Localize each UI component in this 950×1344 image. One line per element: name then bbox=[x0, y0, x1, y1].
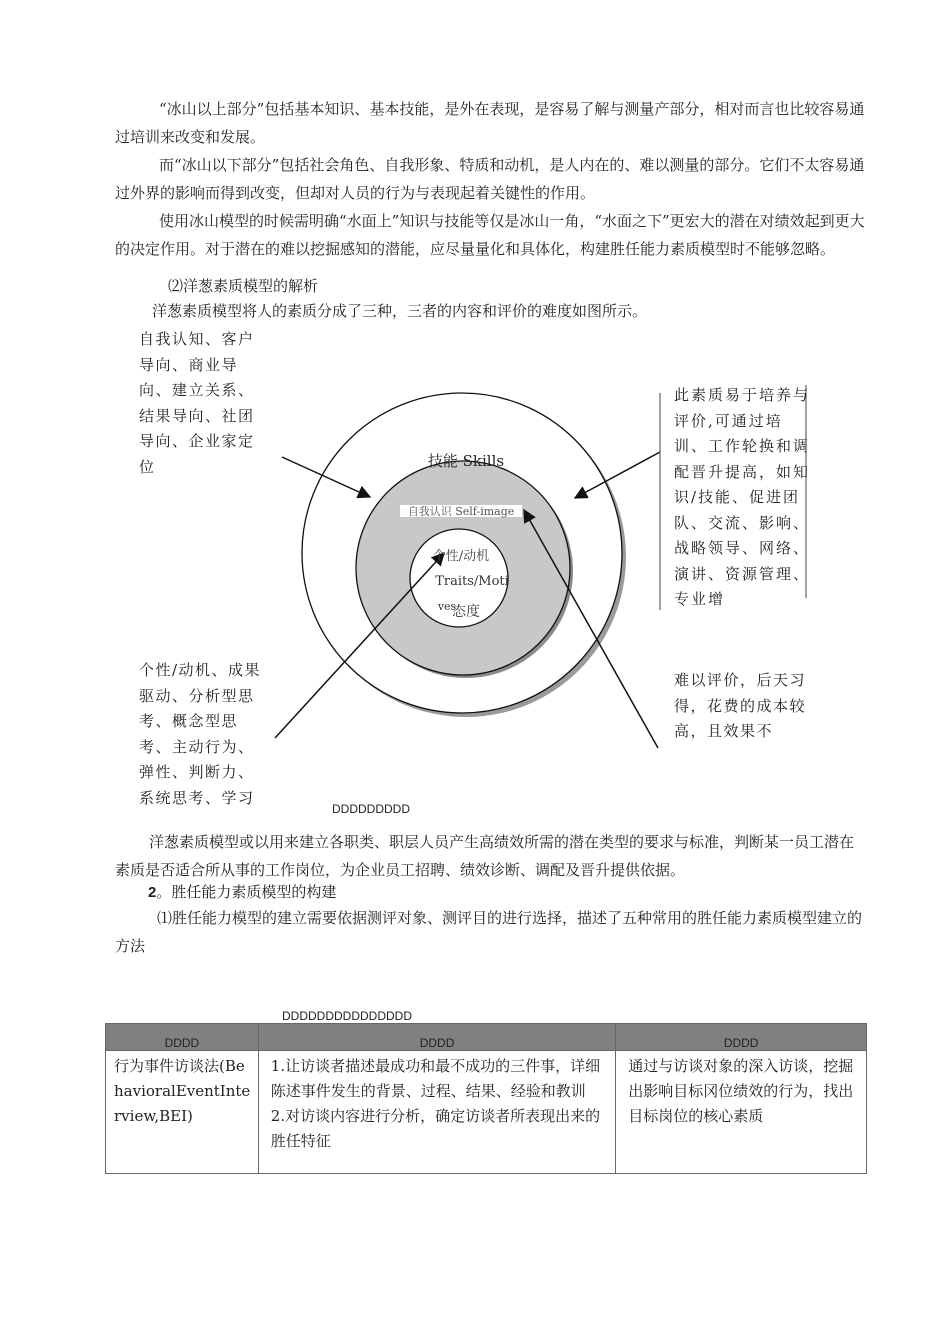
figure-caption: DDDDDDDDD bbox=[332, 802, 410, 816]
right-top-textbox: 此素质易于培养与评价,可通过培训、工作轮换和调配晋升提高，如知识/技能、促进团队、交流、影响、战略领导、网络、演讲、资源管理、专业增 bbox=[674, 386, 811, 608]
paragraph-iceberg-below: 而“冰山以下部分”包括社会角色、自我形象、特质和动机，是人内在的、难以测量的部分。它们不太容易通过外界的影响而得到改变，但却对人员的行为与表现起着关键性的作用。 bbox=[115, 156, 865, 202]
heading-section-2-text: 。胜任能力素质模型的构建 bbox=[156, 883, 337, 901]
inner-label-2: Traits/Moti bbox=[435, 574, 509, 589]
method-step-2: 2.对访谈内容进行分析，确定访谈者所表现出来的胜任特征 bbox=[270, 1107, 601, 1150]
method-name-cell bbox=[106, 1051, 259, 1174]
left-bottom-textbox: 个性/动机、成果驱动、分析型思考、概念型思考、主动行为、弹性、判断力、系统思考、学习 bbox=[139, 661, 262, 807]
method-effect-cell: 通过与访谈对象的深入访谈，挖掘出影响目标冈位绩效的行为，找出目标岗位的核心素质 bbox=[616, 1051, 867, 1174]
paragraph-iceberg-above: “冰山以上部分”包括基本知识、基本技能，是外在表现，是容易了解与测量产部分，相对而言也比较容易通过培训来改变和发展。 bbox=[115, 100, 865, 146]
table-caption: DDDDDDDDDDDDDDD bbox=[282, 1009, 412, 1023]
paragraph-onion-usage: 洋葱素质模型或以用来建立各职类、职层人员产生高绩效所需的潜在类型的要求与标准，判断某一员工潜在素质是否适合所从事的工作岗位，为企业员工招聘、绩效诊断、调配及晋升提供依据。 bbox=[115, 833, 855, 879]
left-top-textbox: 自我认知、客户导向、商业导向、建立关系、结果导向、社团导向、企业家定位 bbox=[139, 330, 255, 476]
table-row bbox=[106, 1051, 867, 1174]
inner-label-1: 个性/动机 bbox=[432, 549, 490, 564]
heading-section-2 bbox=[148, 878, 898, 907]
paragraph-iceberg-usage: 使用冰山模型的时候需明确“水面上”知识与技能等仅是冰山一角，“水面之下”更宏大的潜在对绩效起到更大的决定作用。对于潜在的难以挖掘感知的潜能，应尽量量化和具体化，构建胜任能力素质模型时不能够忽略。 bbox=[115, 212, 865, 258]
method-step-1: 1.让访谈者描述最成功和最不成功的三件事，详细陈述事件发生的背景、过程、结果、经验和教训 bbox=[270, 1057, 601, 1100]
outer-ring-label: 技能 Skills bbox=[427, 452, 505, 470]
heading-section-2-number: 2 bbox=[148, 884, 157, 901]
table-header-cell: DDDD bbox=[616, 1024, 867, 1051]
method-name: 行为事件访谈法(BehavioralEventInterview,BEI) bbox=[114, 1057, 251, 1125]
methods-table bbox=[105, 1023, 867, 1174]
table-header-cell: DDDD bbox=[106, 1024, 259, 1051]
inner-label-3: ves bbox=[437, 600, 457, 613]
paragraph-methods-intro: ⑴胜任能力模型的建立需要依据测评对象、测评目的进行选择，描述了五种常用的胜任能力素质模型建立的方法 bbox=[115, 909, 863, 955]
heading-onion-model: ⑵洋葱素质模型的解析 bbox=[168, 277, 319, 295]
method-steps-cell bbox=[258, 1051, 616, 1174]
paragraph-onion-intro: 洋葱素质模型将人的素质分成了三种，三者的内容和评价的难度如图所示。 bbox=[152, 302, 648, 320]
table-header-row bbox=[106, 1024, 867, 1051]
middle-ring-label: 自我认识 Self-image bbox=[407, 505, 515, 518]
table-header-cell: DDDD bbox=[258, 1024, 616, 1051]
right-bottom-textbox: 难以评价，后天习得，花费的成本较高，且效果不 bbox=[674, 671, 807, 740]
inner-label-4: 态度 bbox=[452, 604, 480, 620]
